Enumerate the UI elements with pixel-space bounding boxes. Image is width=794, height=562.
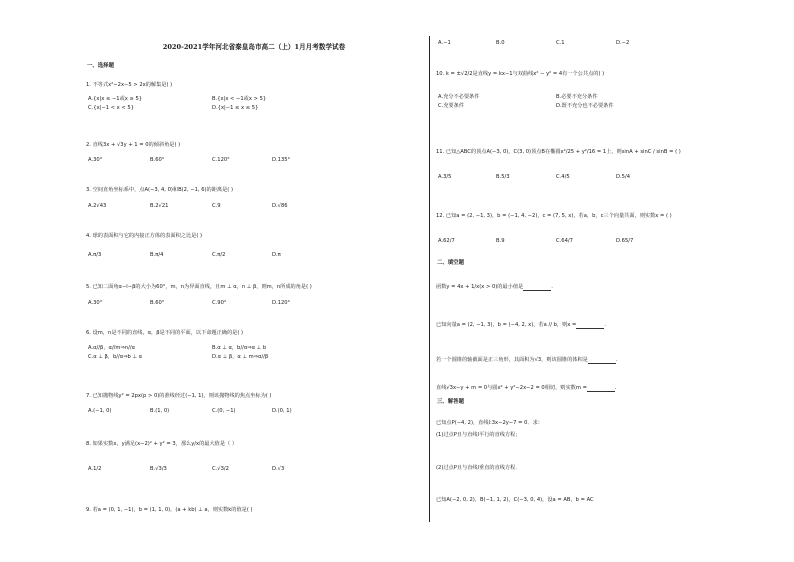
question-8-options — [86, 466, 422, 473]
question-9-option-c[interactable]: C.1 — [556, 40, 565, 46]
question-3-option-c[interactable]: C.9 — [212, 203, 221, 209]
question-2-option-c[interactable]: C.120° — [212, 157, 230, 163]
solve-question-1-line-2: (1)过点P且与直线l平行的直线方程； — [436, 432, 521, 438]
question-6-option-d[interactable]: D.α ⊥ β，α ⊥ m⇒α//β — [212, 354, 269, 360]
solve-question-1-line-1: 已知点P(−4, 2)，直线l:3x−2y−7 = 0．求： — [436, 420, 543, 426]
fill-question-2-end: . — [604, 322, 606, 328]
question-5-stem: 5. 已知二面角α−l−β的大小为60°，m，n为异面直线，且m ⊥ α，n ⊥ β，则m，n所成的角是( ) — [86, 284, 312, 290]
question-11-option-a[interactable]: A.3/5 — [438, 174, 452, 180]
column-divider — [429, 36, 430, 522]
question-8-option-d[interactable]: D.√3 — [272, 466, 285, 472]
question-9-option-b[interactable]: B.0 — [496, 40, 505, 46]
question-2-option-b[interactable]: B.60° — [150, 157, 165, 163]
fill-question-4-end: . — [614, 385, 617, 391]
fill-question-3 — [436, 357, 618, 364]
question-10-option-a[interactable]: A.充分不必要条件 — [438, 94, 480, 100]
fill-question-2-text: 已知向量a = (2, −1, 3)，b = (−4, 2, x)，若a // b，则x = — [436, 322, 577, 328]
question-2-stem: 2. 直线3x + √3y + 1 = 0的倾斜角是( ) — [86, 142, 181, 148]
question-4-options — [86, 252, 422, 259]
question-6-option-b[interactable]: B.α ⊥ α，b//α⇒α ⊥ b — [212, 345, 267, 351]
question-5-option-b[interactable]: B.60° — [150, 300, 165, 306]
question-8-stem: 8. 如果实数x，y满足(x−2)² + y² = 3，那么y/x的最大值是（ ） — [86, 441, 238, 447]
question-11-option-d[interactable]: D.5/4 — [616, 174, 630, 180]
fill-question-1 — [436, 284, 553, 291]
question-4-option-c[interactable]: C.π/2 — [212, 252, 226, 258]
question-5-option-c[interactable]: C.90° — [212, 300, 227, 306]
question-6-stem: 6. 设m，n是不同的直线，α，β是不同的平面，以下命题正确的是( ) — [86, 330, 244, 336]
question-6-options-row-1 — [86, 345, 422, 352]
solve-question-2-line-1: 已知A(−2, 0, 2)，B(−1, 1, 2)，C(−3, 0, 4)，设a = AB，b = AC — [436, 497, 594, 503]
question-9-options — [436, 40, 708, 47]
question-9-option-d[interactable]: D.−2 — [616, 40, 630, 46]
question-8-option-a[interactable]: A.1/2 — [88, 466, 102, 472]
fill-question-3-end: . — [615, 357, 618, 363]
question-4-option-d[interactable]: D.π — [272, 252, 281, 258]
question-1-option-c[interactable]: C.{x|−1 < x < 5} — [88, 105, 134, 111]
question-1-options-row-2 — [86, 105, 422, 112]
question-1-option-d[interactable]: D.{x|−1 ≤ x ≤ 5} — [212, 105, 259, 111]
question-10-options-row-1 — [436, 94, 708, 101]
question-7-options — [86, 408, 422, 415]
question-3-option-a[interactable]: A.2√43 — [88, 203, 107, 209]
question-4-stem: 4. 球的表面积与它的内接正方体的表面积之比是( ) — [86, 233, 203, 239]
section-fill-heading: 二、填空题 — [437, 260, 464, 266]
question-4-option-a[interactable]: A.π/3 — [88, 252, 102, 258]
question-5-options — [86, 300, 422, 307]
fill-question-1-end: . — [551, 284, 553, 290]
solve-question-1-line-3: (2)过点P且与直线l垂直的直线方程． — [436, 465, 521, 471]
fill-question-4-blank[interactable] — [587, 387, 615, 392]
question-1-stem: 1. 不等式x²−2x−5 > 2x的解集是( ) — [86, 82, 173, 88]
question-3-stem: 3. 空间直角坐标系中，点A(−3, 4, 0)和B(2, −1, 6)的距离是( ) — [86, 187, 233, 193]
question-10-option-d[interactable]: D.既不充分也不必要条件 — [556, 103, 614, 109]
section-choice-heading: 一、选择题 — [87, 63, 114, 69]
question-12-options — [436, 238, 708, 245]
fill-question-4-text: 直线√3x−y + m = 0与圆x² + y²−2x−2 = 0相切，则实数m = — [436, 385, 587, 391]
question-11-option-c[interactable]: C.4/5 — [556, 174, 570, 180]
section-solve-heading: 三、解答题 — [437, 399, 464, 405]
question-12-option-a[interactable]: A.62/7 — [438, 238, 455, 244]
fill-question-3-blank[interactable] — [588, 359, 616, 364]
fill-question-1-blank[interactable] — [523, 286, 551, 291]
fill-question-3-text: 若一个圆锥的轴截面是正三角形，其面积为√3，则该圆锥的体积是 — [436, 357, 588, 363]
exam-title: 2020-2021学年河北省秦皇岛市高二（上）1月月考数学试卷 — [162, 43, 346, 51]
question-1-option-b[interactable]: B.{x|x < −1或x > 5} — [212, 96, 267, 102]
question-7-option-a[interactable]: A.(−1, 0) — [88, 408, 112, 414]
question-7-option-c[interactable]: C.(0, −1) — [212, 408, 236, 414]
question-8-option-b[interactable]: B.√3/3 — [150, 466, 167, 472]
question-8-option-c[interactable]: C.√3/2 — [212, 466, 229, 472]
question-10-options-row-2 — [436, 103, 708, 110]
question-1-options-row-1 — [86, 96, 422, 103]
question-3-options — [86, 203, 422, 210]
question-12-option-c[interactable]: C.64/7 — [556, 238, 573, 244]
question-9-stem: 9. 若a = (0, 1, −1)，b = (1, 1, 0)，(a + kb) ⊥ a，则实数k的值是( ) — [86, 507, 253, 513]
question-6-options-row-2 — [86, 354, 422, 361]
fill-question-2-blank[interactable] — [576, 324, 604, 329]
question-6-option-a[interactable]: A.α//β，α//m⇒n//α — [88, 345, 136, 351]
question-1-option-a[interactable]: A.{x|x ≤ −1或x ≥ 5} — [88, 96, 143, 102]
question-11-stem: 11. 已知△ABC的顶点A(−3, 0)，C(3, 0)顶点B在椭圆x²/25 + y²/16 = 1上，则sinA + sinC / sinB = ( ) — [436, 149, 681, 155]
question-11-option-b[interactable]: B.5/3 — [496, 174, 510, 180]
question-6-option-c[interactable]: C.α ⊥ β，b//α⇒b ⊥ α — [88, 354, 143, 360]
question-5-option-d[interactable]: D.120° — [272, 300, 291, 306]
question-7-stem: 7. 已知抛物线y² = 2px(p > 0)的准线经过(−1, 1)，则该抛物线的焦点坐标为( ) — [86, 393, 272, 399]
question-2-option-d[interactable]: D.135° — [272, 157, 291, 163]
question-12-option-b[interactable]: B.9 — [496, 238, 505, 244]
question-5-option-a[interactable]: A.30° — [88, 300, 103, 306]
question-10-option-b[interactable]: B.必要不充分条件 — [556, 94, 598, 100]
question-11-options — [436, 174, 708, 181]
question-7-option-d[interactable]: D.(0, 1) — [272, 408, 292, 414]
question-7-option-b[interactable]: B.(1, 0) — [150, 408, 170, 414]
question-3-option-b[interactable]: B.2√21 — [150, 203, 169, 209]
fill-question-2 — [436, 322, 606, 329]
question-12-stem: 12. 已知a = (2, −1, 3)，b = (−1, 4, −2)，c = (7, 5, x)，若a，b，c三个向量共面，则实数x = ( ) — [436, 213, 672, 219]
question-10-stem: 10. k = ±√2/2是直线y = kx−1与双曲线x² − y² = 4有一个公共点的( ) — [436, 71, 605, 77]
question-10-option-c[interactable]: C.充要条件 — [438, 103, 465, 109]
question-2-options — [86, 157, 422, 164]
question-2-option-a[interactable]: A.30° — [88, 157, 103, 163]
question-9-option-a[interactable]: A.−1 — [438, 40, 451, 46]
fill-question-1-text: 函数y = 4x + 1/x(x > 0)的最小值是 — [436, 284, 524, 290]
fill-question-4 — [436, 385, 617, 392]
question-12-option-d[interactable]: D.65/7 — [616, 238, 634, 244]
question-4-option-b[interactable]: B.π/4 — [150, 252, 164, 258]
question-3-option-d[interactable]: D.√86 — [272, 203, 288, 209]
